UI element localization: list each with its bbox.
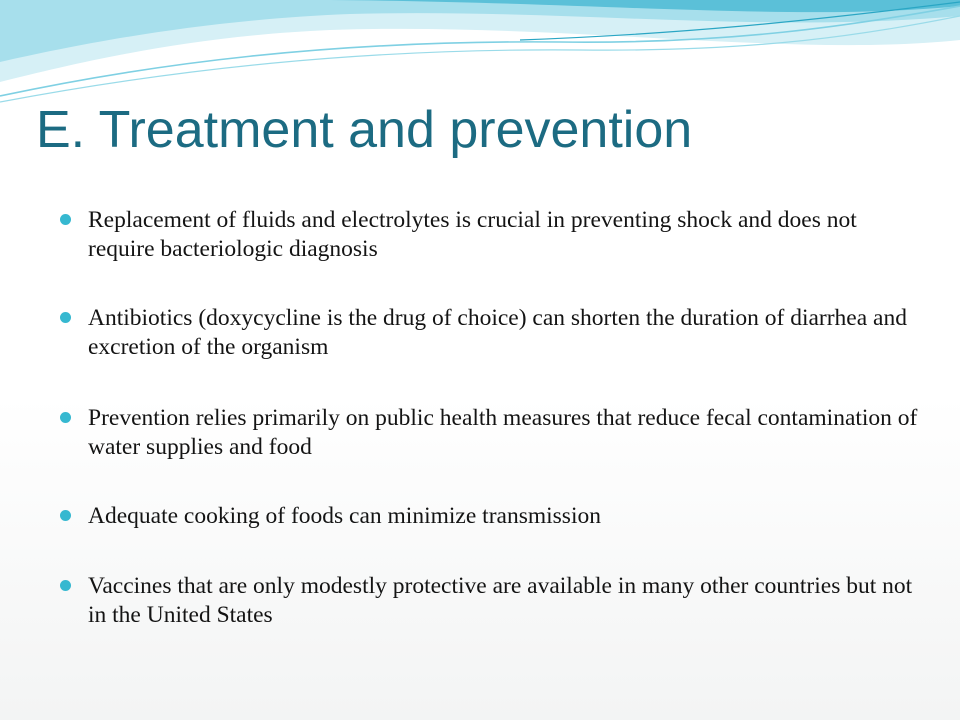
slide-title: E. Treatment and prevention — [36, 101, 693, 159]
bullet-dot-icon — [60, 580, 71, 591]
bullet-dot-icon — [60, 214, 71, 225]
bullet-text: Replacement of fluids and electrolytes is crucial in preventing shock and does not require bacteriologic diagnosis — [88, 207, 857, 262]
bullet-dot-icon — [60, 312, 71, 323]
bullet-text: Prevention relies primarily on public health measures that reduce fecal contamination of water supplies and food — [88, 405, 918, 460]
bullet-dot-icon — [60, 412, 71, 423]
bullet-dot-icon — [60, 510, 71, 521]
bullet-text: Adequate cooking of foods can minimize transmission — [88, 503, 601, 529]
bullet-text: Vaccines that are only modestly protective are available in many other countries but not in the United States — [88, 573, 913, 628]
bullet-text: Antibiotics (doxycycline is the drug of choice) can shorten the duration of diarrhea and excretion of the organism — [88, 305, 907, 360]
